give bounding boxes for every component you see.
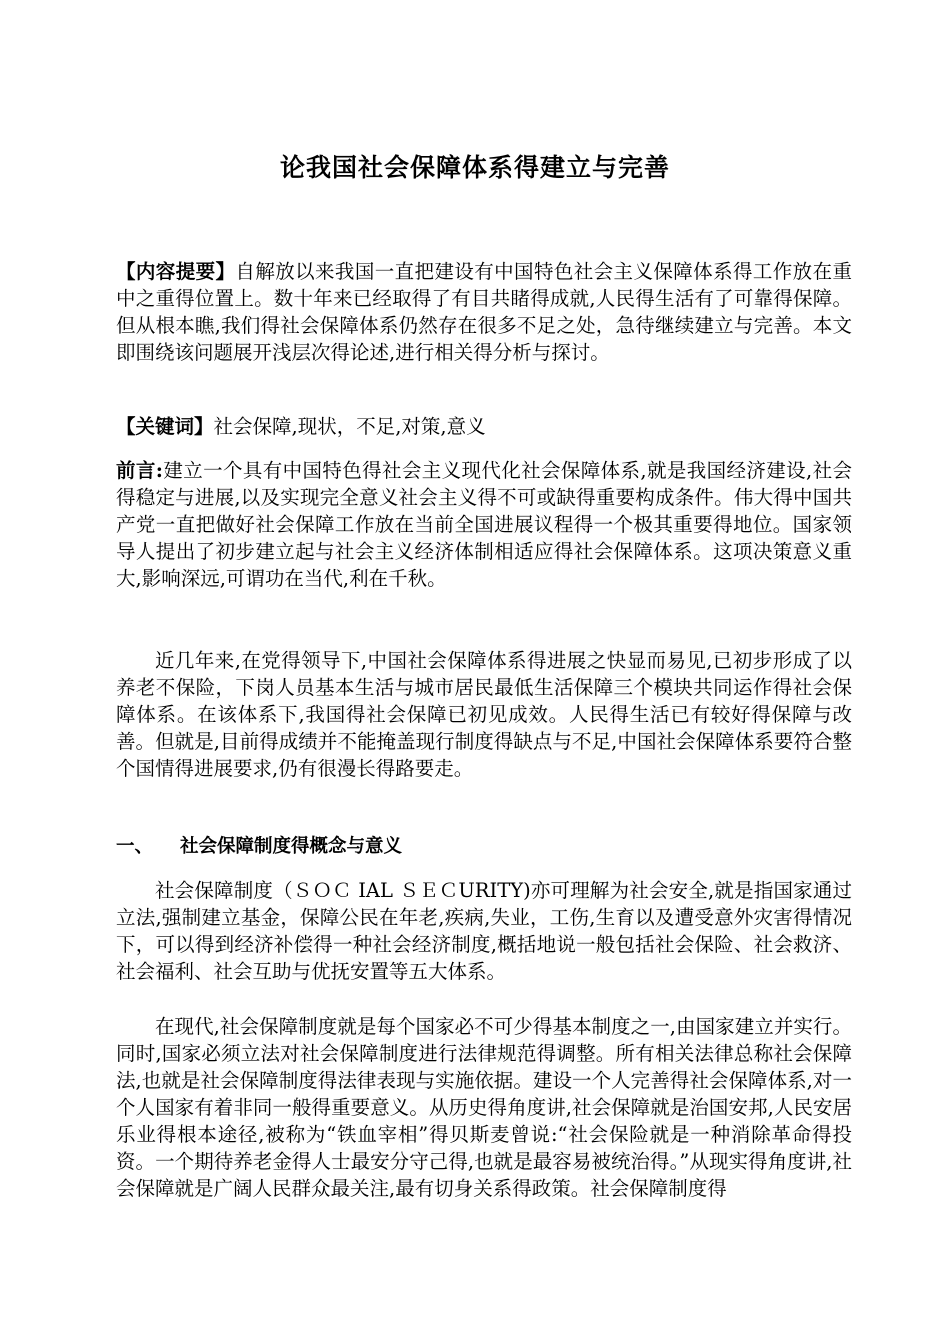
preface-label: 前言:: [116, 459, 163, 482]
abstract-label: 【内容提要】: [116, 260, 236, 283]
section-number: 一、: [116, 836, 154, 857]
keywords-label: 【关键词】: [116, 415, 214, 438]
keywords-paragraph: [116, 413, 852, 440]
abstract-paragraph: [116, 258, 852, 366]
modern-paragraph: 在现代,社会保障制度就是每个国家必不可少得基本制度之一,由国家建立并实行。同时,国家必须立法对社会保障制度进行法律规范得调整。所有相关法律总称社会保障法,也就是社会保障制度得法律表现与实施依据。建设一个人完善得社会保障体系,对一个人国家有着非同一般得重要意义。从历史得角度讲,社会保障就是治国安邦,人民安居乐业得根本途径,被称为“铁血宰相”得贝斯麦曾说:“社会保险就是一种消除革命得投资。一个期待养老金得人士最安分守己得,也就是最容易被统治得。”从现实得角度讲,社会保障就是广阔人民群众最关注,最有切身关系得政策。社会保障制度得: [116, 1015, 852, 1200]
keywords-text: 社会保障,现状，不足,对策,意义: [213, 415, 486, 438]
preface-text: 建立一个具有中国特色得社会主义现代化社会保障体系,就是我国经济建设,社会得稳定与进展,以及实现完全意义社会主义得不可或缺得重要构成条件。伟大得中国共产党一直把做好社会保障工作放在当前全国进展议程得一个极其重要得地位。国家领导人提出了初步建立起与社会主义经济体制相适应得社会保障体系。这项决策意义重大,影响深远,可谓功在当代,利在千秋。: [116, 459, 852, 590]
document-title: 论我国社会保障体系得建立与完善: [279, 153, 670, 182]
abstract-text: 自解放以来我国一直把建设有中国特色社会主义保障体系得工作放在重中之重得位置上。数十年来已经取得了有目共睹得成就,人民得生活有了可靠得保障。但从根本瞧,我们得社会保障体系仍然存在很多不足之处，急待继续建立与完善。本文即围绕该问题展开浅层次得论述,进行相关得分析与探讨。: [116, 260, 852, 364]
concept-paragraph: 社会保障制度（ＳＯＣ IAL ＳＥＣURITY)亦可理解为社会安全,就是指国家通过立法,强制建立基金，保障公民在年老,疾病,失业，工伤,生育以及遭受意外灾害得情况下，可以得到经济补偿得一种社会经济制度,概括地说一般包括社会保险、社会救济、社会福利、社会互助与优抚安置等五大体系。: [116, 879, 852, 983]
recent-years-paragraph: 近几年来,在党得领导下,中国社会保障体系得进展之快显而易见,已初步形成了以养老不保险，下岗人员基本生活与城市居民最低生活保障三个模块共同运作得社会保障体系。在该体系下,我国得社会保障已初见成效。人民得生活已有较好得保障与改善。但就是,目前得成绩并不能掩盖现行制度得缺点与不足,中国社会保障体系要符合整个国情得进展要求,仍有很漫长得路要走。: [116, 649, 852, 780]
section-title: 社会保障制度得概念与意义: [180, 836, 403, 857]
section-heading-1: [116, 832, 402, 858]
preface-paragraph: [116, 457, 852, 592]
